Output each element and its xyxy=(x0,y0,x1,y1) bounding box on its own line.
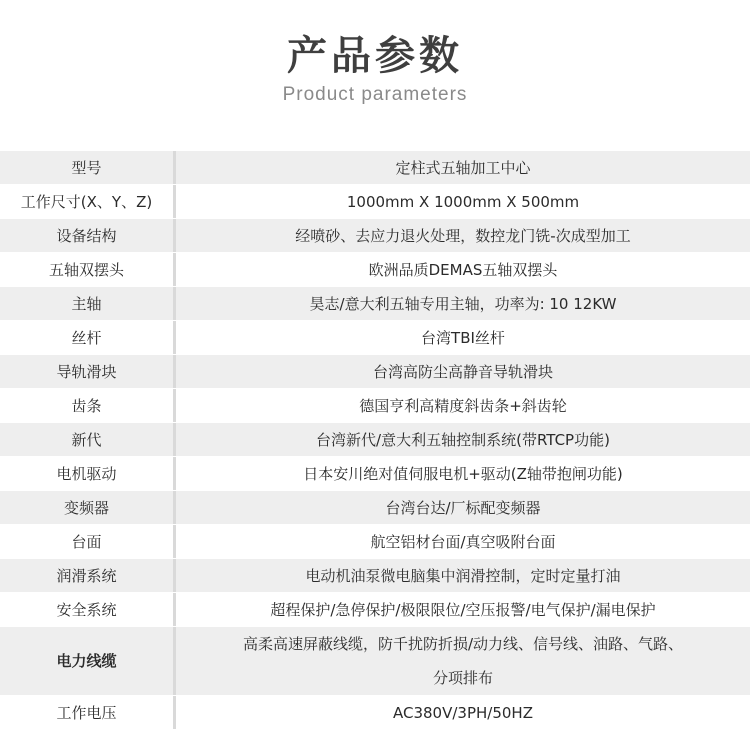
table-row xyxy=(0,320,750,354)
param-label: 工作电压 xyxy=(0,696,176,729)
param-value-line: 高柔高速屏蔽线缆，防千扰防折损/动力线、信号线、油路、气路、 xyxy=(242,635,684,653)
table-row xyxy=(0,626,750,695)
param-value: 欧洲品质DEMAS五轴双摆头 xyxy=(176,253,750,286)
param-value: 日本安川绝对值伺服电机+驱动(Z轴带抱闸功能) xyxy=(176,457,750,490)
parameters-table xyxy=(0,150,750,729)
param-value: 德国亨利高精度斜齿条+斜齿轮 xyxy=(176,389,750,422)
param-label: 电力线缆 xyxy=(0,627,176,695)
param-label: 安全系统 xyxy=(0,593,176,626)
param-label: 齿条 xyxy=(0,389,176,422)
param-value: 航空铝材台面/真空吸附台面 xyxy=(176,525,750,558)
table-row xyxy=(0,558,750,592)
param-value: 台湾新代/意大利五轴控制系统(带RTCP功能) xyxy=(176,423,750,456)
table-row xyxy=(0,286,750,320)
param-value-line: 分项排布 xyxy=(432,669,493,687)
param-value: 经喷砂、去应力退火处理，数控龙门铣-次成型加工 xyxy=(176,219,750,252)
param-value: 台湾台达/厂标配变频器 xyxy=(176,491,750,524)
param-label: 丝杆 xyxy=(0,321,176,354)
param-value: 超程保护/急停保护/极限限位/空压报警/电气保护/漏电保护 xyxy=(176,593,750,626)
param-label: 主轴 xyxy=(0,287,176,320)
param-label: 电机驱动 xyxy=(0,457,176,490)
param-value: 定柱式五轴加工中心 xyxy=(176,151,750,184)
param-label: 工作尺寸(X、Y、Z) xyxy=(0,185,176,218)
page-subtitle: Product parameters xyxy=(282,84,468,105)
table-row xyxy=(0,422,750,456)
param-label: 润滑系统 xyxy=(0,559,176,592)
param-label: 设备结构 xyxy=(0,219,176,252)
param-label: 变频器 xyxy=(0,491,176,524)
table-row xyxy=(0,150,750,184)
header xyxy=(0,28,750,106)
param-value: 昊志/意大利五轴专用主轴，功率为: 10 12KW xyxy=(176,287,750,320)
table-row xyxy=(0,490,750,524)
param-label: 型号 xyxy=(0,151,176,184)
param-value: 1000mm X 1000mm X 500mm xyxy=(176,185,750,218)
param-label: 台面 xyxy=(0,525,176,558)
param-value: 台湾高防尘高静音导轨滑块 xyxy=(176,355,750,388)
table-row xyxy=(0,456,750,490)
table-row xyxy=(0,695,750,729)
table-row xyxy=(0,218,750,252)
table-row xyxy=(0,354,750,388)
param-label: 导轨滑块 xyxy=(0,355,176,388)
table-row xyxy=(0,592,750,626)
param-label: 五轴双摆头 xyxy=(0,253,176,286)
param-label: 新代 xyxy=(0,423,176,456)
table-row xyxy=(0,252,750,286)
param-value: 电动机油泵微电脑集中润滑控制，定时定量打油 xyxy=(176,559,750,592)
param-value: 台湾TBI丝杆 xyxy=(176,321,750,354)
table-row xyxy=(0,388,750,422)
param-value-lines xyxy=(243,627,683,695)
param-value: AC380V/3PH/50HZ xyxy=(176,696,750,729)
page-title: 产品参数 xyxy=(287,33,463,79)
table-row xyxy=(0,184,750,218)
table-row xyxy=(0,524,750,558)
param-value xyxy=(176,627,750,695)
